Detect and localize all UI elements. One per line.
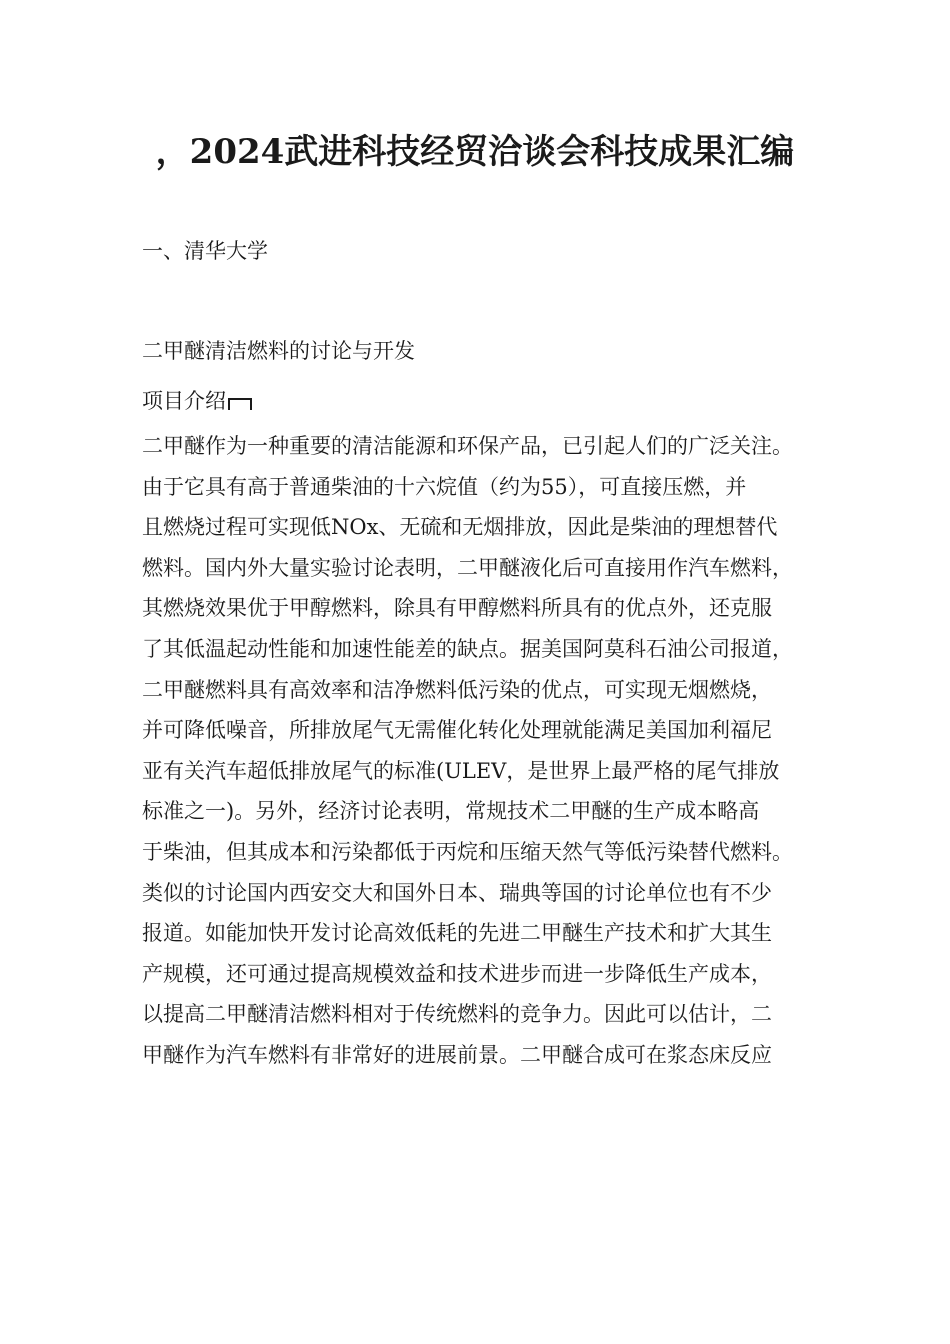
body-line: 并可降低噪音，所排放尾气无需催化转化处理就能满足美国加利福尼 <box>142 718 772 743</box>
body-line: 且燃烧过程可实现低NOx、无硫和无烟排放，因此是柴油的理想替代 <box>142 515 778 540</box>
body-line: 燃料。国内外大量实验讨论表明，二甲醚液化后可直接用作汽车燃料， <box>142 555 793 580</box>
body-line: 标准之一)。另外，经济讨论表明，常规技术二甲醚的生产成本略高 <box>142 799 760 824</box>
intro-label-row <box>142 386 252 416</box>
body-line: 报道。如能加快开发讨论高效低耗的先进二甲醚生产技术和扩大其生 <box>142 921 772 946</box>
body-line: 其燃烧效果优于甲醇燃料，除具有甲醇燃料所具有的优点外，还克服 <box>142 596 772 621</box>
body-line: 由于它具有高于普通柴油的十六烷值（约为55），可直接压燃，并 <box>142 474 747 499</box>
body-line: 以提高二甲醚清洁燃料相对于传统燃料的竞争力。因此可以估计，二 <box>142 1002 772 1027</box>
body-line: 类似的讨论国内西安交大和国外日本、瑞典等国的讨论单位也有不少 <box>142 880 772 905</box>
body-line: 于柴油，但其成本和污染都低于丙烷和压缩天然气等低污染替代燃料。 <box>142 839 793 864</box>
bracket-mark-icon <box>228 398 252 410</box>
body-line: 亚有关汽车超低排放尾气的标准(ULEV，是世界上最严格的尾气排放 <box>142 758 780 783</box>
intro-label: 项目介绍 <box>142 389 226 413</box>
body-line: 二甲醚燃料具有高效率和洁净燃料低污染的优点，可实现无烟燃烧， <box>142 677 772 702</box>
section-heading: 一、清华大学 <box>142 239 268 263</box>
project-title: 二甲醚清洁燃料的讨论与开发 <box>142 339 415 363</box>
body-paragraph <box>142 426 832 1076</box>
body-line: 甲醚作为汽车燃料有非常好的进展前景。二甲醚合成可在浆态床反应 <box>142 1042 772 1067</box>
body-line: 产规模，还可通过提高规模效益和技术进步而进一步降低生产成本， <box>142 961 772 986</box>
document-title: ，2024武进科技经贸洽谈会科技成果汇编 <box>155 132 795 172</box>
body-line: 了其低温起动性能和加速性能差的缺点。据美国阿莫科石油公司报道， <box>142 636 793 661</box>
body-line: 二甲醚作为一种重要的清洁能源和环保产品，已引起人们的广泛关注。 <box>142 434 793 458</box>
